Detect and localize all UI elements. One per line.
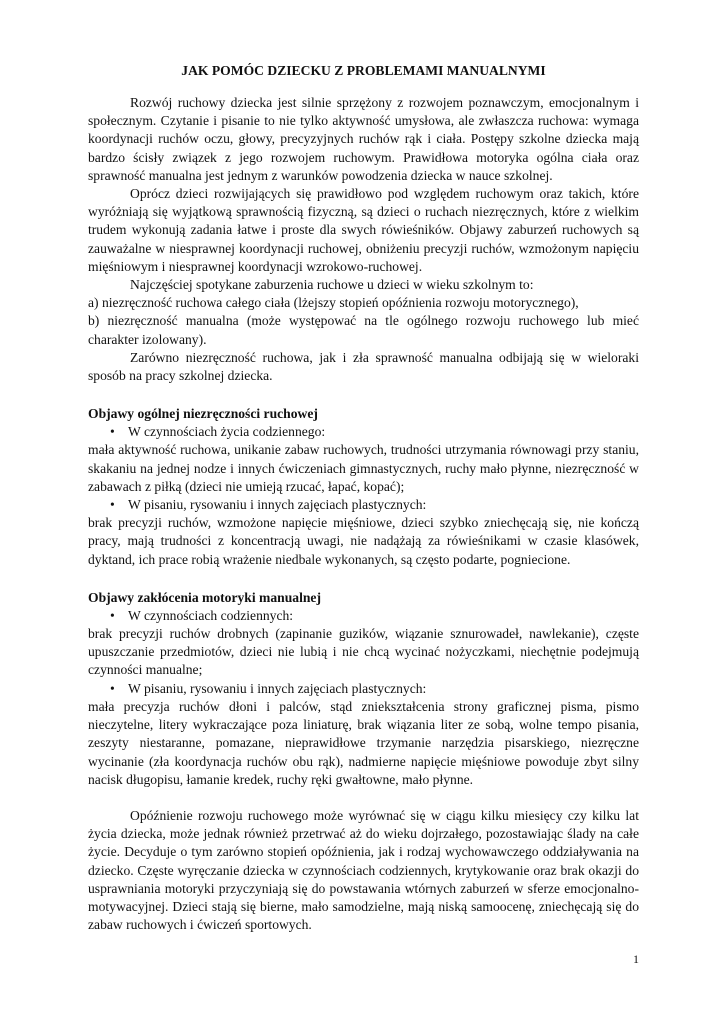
- section-1-bullet-2: [88, 496, 639, 514]
- spacer: [88, 789, 639, 807]
- document-body: [88, 62, 639, 934]
- section-1-text-2: brak precyzji ruchów, wzmożone napięcie mięśniowe, dzieci szybko zniechęcają się, nie kończą pracy, mają trudności z koncentracją uwagi, nie nadążają za rówieśnikami w czasie klasówek, dyktand, ich prace robią wrażenie niedbale wykonanych, są często podarte, pogniecione.: [88, 515, 639, 567]
- closing-paragraph: Opóźnienie rozwoju ruchowego może wyrównać się w ciągu kilku miesięcy czy kilku lat życia dziecka, może jednak również przetrwać aż do wieku dojrzałego, pozostawiając ślady na całe życie. Decyduje o tym zarówno stopień opóźnienia, jak i rodzaj wychowawczego oddziaływania na dziecko. Częste wyręczanie dziecka w czynnościach codziennych, krytykowanie oraz brak okazji do usprawniania motoryki przyczyniają się do powstawania wtórnych zaburzeń w sferze emocjonalno-motywacyjnej. Dzieci stają się bierne, mało samodzielne, mają niską samoocenę, zniechęcają się do zabaw ruchowych i ćwiczeń sportowych.: [88, 807, 639, 933]
- section-2-bullet-2: [88, 680, 639, 698]
- list-item-a: a) niezręczność ruchowa całego ciała (lżejszy stopień opóźnienia rozwoju motorycznego),: [88, 295, 579, 311]
- section-2-bullet-1: [88, 607, 639, 625]
- intro-paragraph-1: Rozwój ruchowy dziecka jest silnie sprzężony z rozwojem poznawczym, emocjonalnym i społecznym. Czytanie i pisanie to nie tylko aktywność umysłowa, ale zwłaszcza ruchowa: wymaga koordynacji ruchów oczu, głowy, precyzyjnych ruchów rąk i ciała. Postępy szkolne dziecka mają bardzo ścisły związek z jego rozwojem ruchowym. Prawidłowa motoryka ogólna ciała oraz sprawność manualna jest jednym z warunków powodzenia dziecka w nauce szkolnej.: [88, 95, 639, 183]
- intro-paragraph-3: Najczęściej spotykane zaburzenia ruchowe u dzieci w wieku szkolnym to:: [130, 277, 534, 293]
- section-1-heading: Objawy ogólnej niezręczności ruchowej: [88, 406, 318, 422]
- page-number: 1: [633, 952, 639, 966]
- intro-paragraph-4: Zarówno niezręczność ruchowa, jak i zła sprawność manualna odbijają się w wieloraki sposób na pracy szkolnej dziecka.: [88, 349, 639, 384]
- bullet-label: W czynnościach codziennych:: [128, 607, 294, 623]
- section-2-text-2: mała precyzja ruchów dłoni i palców, stąd zniekształcenia strony graficznej pisma, pismo nieczytelne, litery wykraczające poza liniaturę, brak wiązania liter ze sobą, wolne tempo pisania, zeszyty niestaranne, pomazane, nieprawidłowe trzymanie narzędzia pisarskiego, niezręczne wycinanie (zła koordynacja ruchów obu rąk), nadmierne napięcie mięśniowe powoduje zbyt silny nacisk długopisu, łamanie kredek, ruchy ręki gwałtowne, mało płynne.: [88, 698, 639, 787]
- intro-paragraph-2: Oprócz dzieci rozwijających się prawidłowo pod względem ruchowym oraz takich, które wyróżniają się wyjątkową sprawnością fizyczną, są dzieci o ruchach niezręcznych, które z wielkim trudem wykonują zadania łatwe i proste dla swych rówieśników. Objawy zaburzeń ruchowych są zauważalne w niesprawnej koordynacji ruchowej, obniżeniu precyzji ruchów, wzmożonym napięciu mięśniowym i niesprawnej koordynacji wzrokowo-ruchowej.: [88, 186, 639, 274]
- bullet-label: W pisaniu, rysowaniu i innych zajęciach plastycznych:: [128, 497, 427, 513]
- list-item-b: b) niezręczność manualna (może występować na tle ogólnego rozwoju ruchowego lub mieć charakter izolowany).: [88, 313, 639, 347]
- document-title: JAK POMÓC DZIECKU Z PROBLEMAMI MANUALNYMI: [181, 63, 546, 78]
- bullet-label: W czynnościach życia codziennego:: [128, 424, 326, 440]
- bullet-icon: •: [110, 497, 115, 513]
- bullet-label: W pisaniu, rysowaniu i innych zajęciach plastycznych:: [128, 680, 427, 696]
- bullet-icon: •: [110, 680, 115, 696]
- bullet-icon: •: [110, 424, 115, 440]
- bullet-icon: •: [110, 607, 115, 623]
- section-1-bullet-1: [88, 423, 639, 441]
- section-1-text-1: mała aktywność ruchowa, unikanie zabaw ruchowych, trudności utrzymania równowagi przy staniu, skakaniu na jednej nodze i innych ćwiczeniach gimnastycznych, ruchy mało płynne, niezręczność w zabawach z piłką (dzieci nie umieją rzucać, łapać, kopać);: [88, 442, 639, 494]
- section-2-text-1: brak precyzji ruchów drobnych (zapinanie guzików, wiązanie sznurowadeł, nawlekanie), częste upuszczanie przedmiotów, dzieci nie lubią i nie chcą wycinać nożyczkami, niechętnie podejmują czynności manualne;: [88, 626, 639, 678]
- section-2-heading: Objawy zakłócenia motoryki manualnej: [88, 589, 321, 605]
